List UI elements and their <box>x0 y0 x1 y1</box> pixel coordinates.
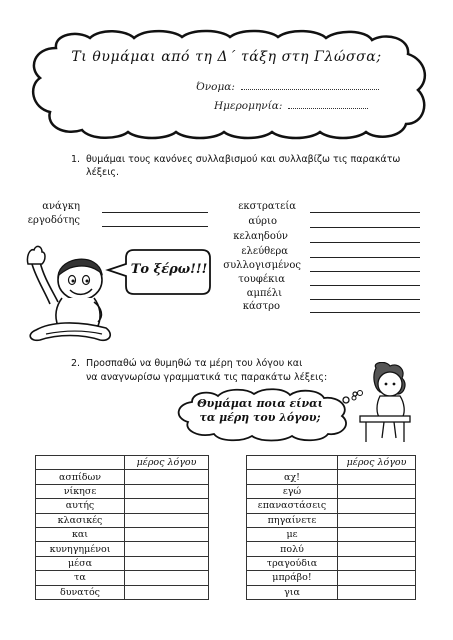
exercise1-number: 1. <box>71 154 81 165</box>
answer-cell[interactable] <box>338 470 416 484</box>
answer-cell[interactable] <box>338 527 416 541</box>
answer-cell[interactable] <box>338 585 416 599</box>
table-header-row <box>36 456 209 470</box>
table-word: τα <box>36 571 125 585</box>
page-title: Τι θυμάμαι από τη Δ΄ τάξη στη Γλώσσα; <box>71 49 382 65</box>
answer-cell[interactable] <box>338 571 416 585</box>
name-label: Όνομα: <box>196 81 235 93</box>
left-word: εργοδότης <box>27 215 80 226</box>
syllable-blank[interactable] <box>310 212 420 213</box>
table-word: μέσα <box>36 556 125 570</box>
table-row <box>247 484 416 498</box>
table-word: και <box>36 527 125 541</box>
answer-cell[interactable] <box>125 484 209 498</box>
table-row <box>247 585 416 599</box>
right-word: κάστρο <box>242 301 280 312</box>
table-word: νίκησε <box>36 484 125 498</box>
date-label: Ημερομηνία: <box>214 100 283 112</box>
answer-cell[interactable] <box>338 513 416 527</box>
table-word: εγώ <box>247 484 338 498</box>
table-row <box>36 513 209 527</box>
table-row <box>247 556 416 570</box>
answer-cell[interactable] <box>338 484 416 498</box>
table-row <box>247 527 416 541</box>
table-word: για <box>247 585 338 599</box>
exercise2-instruction-line1: Προσπαθώ να θυμηθώ τα μέρη του λόγου και <box>86 358 303 369</box>
thinking-girl-illustration <box>346 362 414 444</box>
right-word: αύριο <box>248 216 277 227</box>
right-word: αμπέλι <box>246 288 282 299</box>
syllable-blank[interactable] <box>102 212 208 213</box>
right-parts-of-speech-table <box>246 455 416 600</box>
right-word: ελεύθερα <box>241 246 288 257</box>
syllable-blank[interactable] <box>310 299 420 300</box>
syllable-blank[interactable] <box>310 271 420 272</box>
table-word: κυνηγημένοι <box>36 542 125 556</box>
thought-text-line2: τα μέρη του λόγου; <box>199 411 321 424</box>
table-word: αυτής <box>36 499 125 513</box>
answer-cell[interactable] <box>338 556 416 570</box>
answer-cell[interactable] <box>125 499 209 513</box>
table-row <box>247 499 416 513</box>
table-word: πηγαίνετε <box>247 513 338 527</box>
right-word: εκστρατεία <box>238 201 296 212</box>
syllable-blank[interactable] <box>310 227 420 228</box>
answer-cell[interactable] <box>125 556 209 570</box>
table-row <box>36 499 209 513</box>
table-row <box>36 484 209 498</box>
table-word: πολύ <box>247 542 338 556</box>
exercise2-instruction-line2: να αναγνωρίσω γραμματικά τις παρακάτω λέξεις: <box>86 372 328 383</box>
answer-cell[interactable] <box>338 499 416 513</box>
syllable-blank[interactable] <box>102 226 208 227</box>
table-header-part-of-speech: μέρος λόγου <box>338 456 416 470</box>
table-row <box>247 542 416 556</box>
table-row <box>36 585 209 599</box>
answer-cell[interactable] <box>125 513 209 527</box>
exercise2-number: 2. <box>71 358 81 369</box>
answer-cell[interactable] <box>125 571 209 585</box>
exercise1-instruction-line2: λέξεις. <box>86 167 119 178</box>
left-parts-of-speech-table <box>35 455 209 600</box>
table-word: κλασικές <box>36 513 125 527</box>
table-word: ασπίδων <box>36 470 125 484</box>
table-word: μπράβο! <box>247 571 338 585</box>
table-header-empty <box>36 456 125 470</box>
table-row <box>247 571 416 585</box>
table-word: τραγούδια <box>247 556 338 570</box>
table-header-empty <box>247 456 338 470</box>
right-word: κελαηδούν <box>233 231 288 242</box>
table-word: δυνατός <box>36 585 125 599</box>
syllable-blank[interactable] <box>310 257 420 258</box>
answer-cell[interactable] <box>125 527 209 541</box>
table-row <box>36 571 209 585</box>
name-blank[interactable] <box>241 80 379 90</box>
answer-cell[interactable] <box>338 542 416 556</box>
left-word: ανάγκη <box>42 201 80 212</box>
date-field-row <box>214 99 368 112</box>
answer-cell[interactable] <box>125 542 209 556</box>
syllable-blank[interactable] <box>310 285 420 286</box>
table-row <box>36 542 209 556</box>
table-word: επαναστάσεις <box>247 499 338 513</box>
thought-text-line1: Θυμάμαι ποια είναι <box>197 397 323 410</box>
table-row <box>36 527 209 541</box>
table-row <box>36 556 209 570</box>
date-blank[interactable] <box>288 99 368 109</box>
syllable-blank[interactable] <box>310 312 420 313</box>
table-header-row <box>247 456 416 470</box>
table-word: με <box>247 527 338 541</box>
table-header-part-of-speech: μέρος λόγου <box>125 456 209 470</box>
answer-cell[interactable] <box>125 585 209 599</box>
name-field-row <box>196 80 379 93</box>
speech-bubble-text: Το ξέρω!!! <box>130 262 208 277</box>
syllable-blank[interactable] <box>310 242 420 243</box>
table-row <box>36 470 209 484</box>
answer-cell[interactable] <box>125 470 209 484</box>
right-word: συλλογισμένος <box>223 260 301 271</box>
right-word: τουφέκια <box>238 274 285 285</box>
table-row <box>247 513 416 527</box>
exercise1-instruction-line1: θυμάμαι τους κανόνες συλλαβισμού και συλλαβίζω τις παρακάτω <box>86 154 401 165</box>
table-word: αχ! <box>247 470 338 484</box>
table-row <box>247 470 416 484</box>
